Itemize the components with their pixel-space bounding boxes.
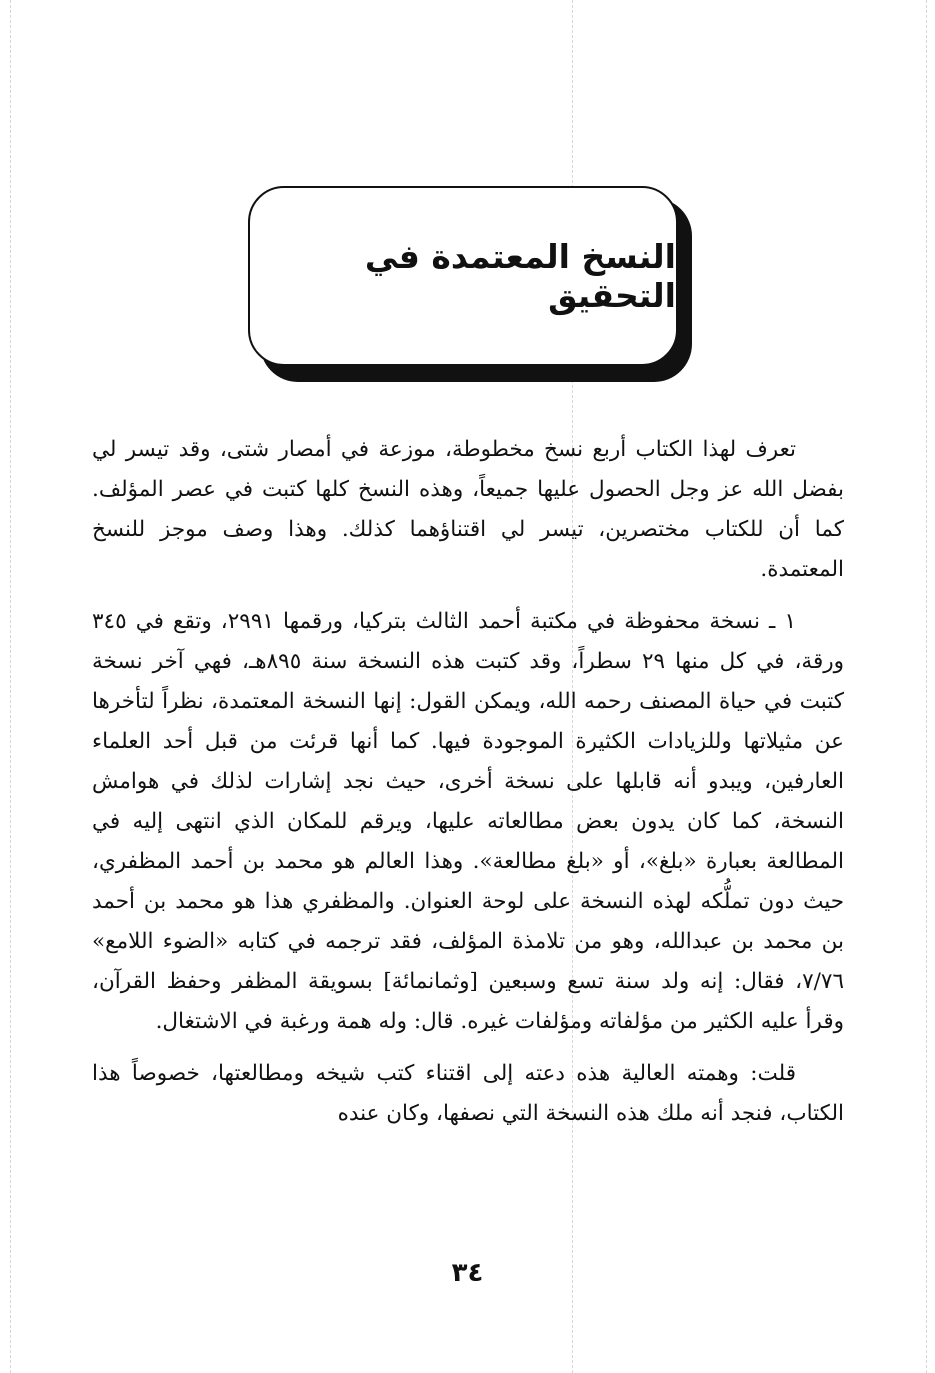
title-frame-box [248, 186, 678, 366]
paragraph-manuscript-1: ١ ـ نسخة محفوظة في مكتبة أحمد الثالث بتركيا، ورقمها ٢٩٩١، وتقع في ٣٤٥ ورقة، في كل منها ٢٩ سطراً، وقد كتبت هذه النسخة سنة ٨٩٥هـ، فهي آخر نسخة كتبت في حياة المصنف رحمه الله، ويمكن القول: إنها النسخة المعتمدة، نظراً لتأخرها عن مثيلاتها وللزيادات الكثيرة الموجودة فيها. كما أنها قرئت من قبل أحد العلماء العارفين، ويبدو أنه قابلها على نسخة أخرى، حيث نجد إشارات لذلك في هوامش النسخة، كما كان يدون بعض مطالعاته عليها، ويرقم للمكان الذي انتهى إليه في المطالعة بعبارة «بلغ»، أو «بلغ مطالعة». وهذا العالم هو محمد بن أحمد المظفري، حيث دون تملُّكه لهذه النسخة على لوحة العنوان. والمظفري هذا هو محمد بن أحمد بن محمد بن عبدالله، وهو من تلامذة المؤلف، فقد ترجمه في كتابه «الضوء اللامع» ٧/٧٦، فقال: إنه ولد سنة تسع وسبعين [وثمانمائة] بسويقة المظفر وحفظ القرآن، وقرأ عليه الكثير من مؤلفاته ومؤلفات غيره. قال: وله همة ورغبة في الاشتغال. [92, 609, 845, 1034]
paragraph-note: قلت: وهمته العالية هذه دعته إلى اقتناء كتب شيخه ومطالعتها، خصوصاً هذا الكتاب، فنجد أنه ملك هذه النسخة التي نصفها، وكان عنده [92, 1061, 844, 1126]
paragraph-intro: تعرف لهذا الكتاب أربع نسخ مخطوطة، موزعة في أمصار شتى، وقد تيسر لي بفضل الله عز وجل الحصول عليها جميعاً، وهذه النسخ كلها كتبت في عصر المؤلف. كما أن للكتاب مختصرين، تيسر لي اقتناؤهما كذلك. وهذا وصف موجز للنسخ المعتمدة. [92, 437, 844, 582]
body-text [92, 430, 844, 1146]
margin-guide-left [10, 0, 11, 1373]
page-number: ٣٤ [451, 1258, 484, 1288]
margin-guide-right [926, 0, 927, 1373]
section-title: النسخ المعتمدة في التحقيق [364, 237, 676, 315]
title-frame [248, 186, 696, 386]
